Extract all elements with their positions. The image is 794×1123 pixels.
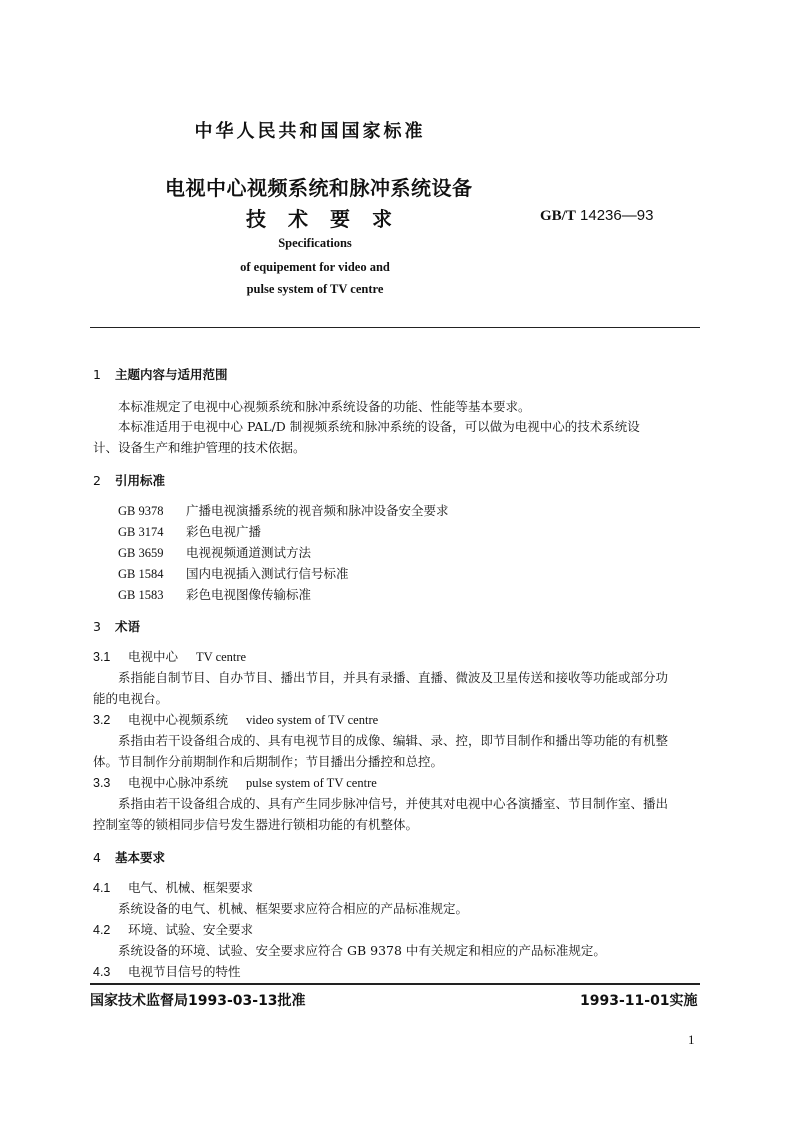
section-3-heading <box>93 617 140 635</box>
section-title: 术语 <box>115 619 141 634</box>
paragraph: 系指由若干设备组合成的、具有电视节目的成像、编辑、录、控，即节目制作和播出等功能的有机整 <box>118 733 669 748</box>
term-3-3-heading <box>93 773 377 791</box>
section-title: 主题内容与适用范围 <box>115 367 228 382</box>
standard-code <box>540 207 653 225</box>
clause-number: 4.1 <box>93 881 111 895</box>
paragraph: 系指由若干设备组合成的、具有产生同步脉冲信号，并使其对电视中心各演播室、节目制作室、播出 <box>118 796 669 811</box>
section-2-heading <box>93 471 165 489</box>
clause-title: 环境、试验、安全要求 <box>128 922 254 937</box>
reference-item <box>118 501 449 519</box>
header-divider <box>90 327 700 328</box>
paragraph: 系统设备的电气、机械、框架要求应符合相应的产品标准规定。 <box>118 901 469 916</box>
term-chinese: 电视中心脉冲系统 <box>128 775 229 790</box>
reference-code: GB 1584 <box>118 567 164 581</box>
footer-divider <box>90 983 700 985</box>
approval-date: 国家技术监督局1993-03-13批准 <box>90 993 306 1009</box>
term-3-2-heading <box>93 710 378 728</box>
document-title-line2: 技术要求 <box>246 207 414 231</box>
section-1-heading <box>93 365 228 383</box>
reference-title: 国内电视插入测试行信号标准 <box>186 566 349 581</box>
standard-code-number: 14236—93 <box>580 207 654 224</box>
paragraph-continuation: 能的电视台。 <box>93 691 169 706</box>
term-chinese: 电视中心视频系统 <box>128 712 229 727</box>
reference-code: GB 3174 <box>118 525 164 539</box>
reference-title: 广播电视演播系统的视音频和脉冲设备安全要求 <box>186 503 449 518</box>
paragraph: 系指能自制节目、自办节目、播出节目，并具有录播、直播、微波及卫星传送和接收等功能或部分功 <box>118 670 669 685</box>
clause-number: 4.3 <box>93 965 111 979</box>
clause-4-2-heading <box>93 920 253 938</box>
term-english: video system of TV centre <box>246 713 379 727</box>
reference-title: 彩色电视广播 <box>186 524 262 539</box>
reference-item <box>118 564 349 582</box>
term-english: TV centre <box>196 650 247 664</box>
document-title-line1: 电视中心视频系统和脉冲系统设备 <box>165 176 473 200</box>
paragraph: 本标准规定了电视中心视频系统和脉冲系统设备的功能、性能等基本要求。 <box>118 399 531 414</box>
page-number: 1 <box>688 1032 695 1047</box>
term-chinese: 电视中心 <box>128 649 179 664</box>
english-title-line1: Specifications <box>278 236 352 250</box>
paragraph-continuation: 计、设备生产和维护管理的技术依据。 <box>93 440 306 455</box>
term-3-1-heading <box>93 647 246 665</box>
national-standard-heading: 中华人民共和国国家标准 <box>194 121 426 142</box>
reference-code: GB 3659 <box>118 546 164 560</box>
reference-item <box>118 522 261 540</box>
paragraph-continuation: 体。节目制作分前期制作和后期制作；节目播出分播控和总控。 <box>93 754 444 769</box>
implementation-date: 1993-11-01实施 <box>580 993 698 1009</box>
paragraph: 系统设备的环境、试验、安全要求应符合 GB 9378 中有关规定和相应的产品标准规定。 <box>118 943 606 958</box>
clause-4-3-heading <box>93 962 241 980</box>
reference-title: 彩色电视图像传输标准 <box>186 587 312 602</box>
clause-number: 3.3 <box>93 776 111 790</box>
section-number: 2 <box>93 473 101 488</box>
clause-title: 电视节目信号的特性 <box>128 964 241 979</box>
section-number: 4 <box>93 850 101 865</box>
clause-title: 电气、机械、框架要求 <box>128 880 254 895</box>
standard-code-prefix: GB/T <box>540 208 576 224</box>
section-title: 引用标准 <box>115 473 166 488</box>
clause-number: 4.2 <box>93 923 111 937</box>
section-title: 基本要求 <box>115 850 166 865</box>
reference-item <box>118 543 311 561</box>
reference-code: GB 9378 <box>118 504 164 518</box>
reference-item <box>118 585 311 603</box>
english-title-line3: pulse system of TV centre <box>246 282 384 296</box>
reference-title: 电视视频通道测试方法 <box>186 545 312 560</box>
term-english: pulse system of TV centre <box>246 776 377 790</box>
clause-number: 3.1 <box>93 650 111 664</box>
paragraph: 本标准适用于电视中心 PAL/D 制视频系统和脉冲系统的设备，可以做为电视中心的技术系统设 <box>118 419 640 434</box>
section-number: 3 <box>93 619 101 634</box>
section-number: 1 <box>93 367 101 382</box>
clause-4-1-heading <box>93 878 253 896</box>
english-title-line2: of equipement for video and <box>240 260 390 274</box>
reference-code: GB 1583 <box>118 588 164 602</box>
section-4-heading <box>93 848 165 866</box>
paragraph-continuation: 控制室等的锁相同步信号发生器进行锁相功能的有机整体。 <box>93 817 419 832</box>
clause-number: 3.2 <box>93 713 111 727</box>
